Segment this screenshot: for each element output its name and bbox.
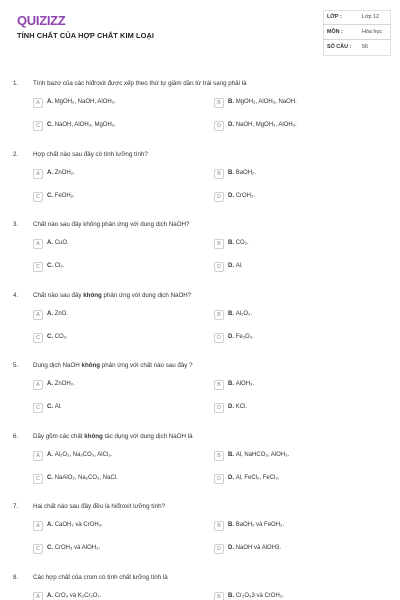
option-letter-label: D	[228, 122, 233, 128]
option-text	[228, 334, 254, 340]
option-text	[47, 452, 112, 458]
option-letter-dot: .	[51, 333, 55, 340]
option-text	[228, 263, 243, 269]
option-letter-dot: .	[232, 404, 236, 410]
option-letter-label: C	[47, 122, 52, 128]
option-text	[47, 170, 75, 176]
option-value: NaOH và AlOH3.	[235, 545, 282, 551]
option-value: CrO₃ và K₂Cr₂O₇.	[54, 592, 102, 599]
option-letter-label: B	[228, 522, 233, 528]
option-letter-badge: C	[33, 474, 43, 484]
option-value: Al, FeCl₂, FeCl₃.	[235, 474, 280, 481]
option-text	[228, 193, 255, 199]
option-letter-label: C	[47, 474, 52, 481]
option-value: ZnO.	[54, 310, 69, 317]
option-letter-badge: C	[33, 403, 43, 413]
option-letter-badge: A	[33, 98, 43, 108]
option-letter-label: A	[47, 169, 52, 176]
option-letter-badge: B	[214, 98, 224, 108]
option-value: CaOH₂ và CrOH₃.	[54, 522, 103, 528]
option-letter-dot: .	[232, 381, 236, 387]
option-letter-label: D	[228, 263, 233, 269]
option-value: CrOH₂.	[235, 192, 256, 199]
option-letter-label: B	[228, 240, 233, 246]
question-number: 2.	[13, 150, 19, 158]
option-value: Al₂O₃.	[235, 310, 253, 317]
option-letter-label: B	[228, 99, 233, 105]
option-letter-badge: B	[214, 521, 224, 531]
option-text	[228, 240, 249, 246]
option-text	[47, 404, 62, 410]
option-value: CO₂.	[235, 240, 249, 246]
option-letter-label: B	[228, 169, 233, 176]
question-text: Chất nào sau đây không phản ứng với dung dịch NaOH?	[33, 221, 190, 228]
option-value: MgOH₂, NaOH, AlOH₃.	[54, 99, 116, 105]
option-letter-label: C	[47, 192, 52, 199]
option-letter-badge: A	[33, 239, 43, 249]
question-text-part: phản ứng với dung dịch NaOH?	[101, 291, 192, 299]
option-letter-dot: .	[51, 99, 55, 105]
question-item	[0, 80, 400, 150]
option-letter-badge: D	[214, 333, 224, 343]
option-value: NaOH, AlOH₃, MgOH₂.	[54, 122, 116, 128]
option-text	[228, 381, 254, 387]
option-letter-label: D	[228, 192, 233, 199]
question-text-emphasis: không	[81, 362, 101, 369]
option-text	[47, 311, 68, 317]
option-letter-badge: B	[214, 380, 224, 390]
option-letter-dot: .	[51, 451, 55, 458]
question-text: Hợp chất nào sau đây có tính lưỡng tính?	[33, 150, 148, 158]
option-letter-label: B	[228, 592, 233, 599]
option-letter-dot: .	[51, 545, 55, 551]
option-value: ZnOH₂.	[54, 381, 75, 387]
option-letter-label: B	[228, 381, 233, 387]
option-letter-dot: .	[51, 522, 55, 528]
option-value: AlOH₃.	[235, 381, 255, 387]
option-text	[228, 311, 252, 317]
document-header	[0, 0, 400, 66]
meta-count	[323, 40, 391, 55]
option-letter-dot: .	[51, 310, 55, 317]
option-letter-label: C	[47, 333, 52, 340]
page-title: TÍNH CHẤT CỦA HỢP CHẤT KIM LOẠI	[17, 31, 155, 40]
option-value: Cl₂.	[54, 263, 65, 269]
option-letter-badge: A	[33, 169, 43, 179]
question-number: 4.	[13, 291, 19, 299]
option-letter-label: A	[47, 592, 52, 599]
option-text	[228, 475, 279, 481]
option-text	[47, 122, 116, 128]
option-text	[228, 404, 247, 410]
meta-label: SỐ CÂU :	[327, 44, 352, 50]
meta-value: 56	[362, 44, 368, 50]
question-item	[0, 433, 400, 503]
option-letter-label: A	[47, 99, 52, 105]
meta-class	[323, 10, 391, 25]
option-letter-label: D	[228, 474, 233, 481]
option-text	[47, 381, 75, 387]
question-number: 3.	[13, 221, 19, 228]
option-letter-badge: C	[33, 544, 43, 554]
question-text: Hai chất nào sau đây đều là hiđroxit lưỡng tính?	[33, 503, 166, 510]
option-letter-label: B	[228, 310, 233, 317]
option-letter-label: C	[47, 263, 52, 269]
option-text	[228, 545, 281, 551]
option-value: Al, NaHCO₃, AlOH₃.	[235, 451, 290, 458]
option-text	[47, 263, 64, 269]
option-letter-dot: .	[232, 474, 236, 481]
option-text	[228, 522, 284, 528]
option-letter-label: B	[228, 451, 233, 458]
option-letter-dot: .	[232, 192, 236, 199]
option-value: CrOH₃ và AlOH₃.	[54, 545, 101, 551]
question-text-part: phản ứng với chất nào sau đây ?	[100, 362, 193, 369]
option-text	[228, 122, 297, 128]
option-letter-dot: .	[51, 192, 55, 199]
option-letter-label: A	[47, 522, 52, 528]
option-value: NaAlO₂, Na₂CO₃, NaCl.	[54, 474, 118, 481]
question-number: 6.	[13, 432, 19, 440]
option-letter-badge: B	[214, 310, 224, 320]
question-text-emphasis: không	[84, 432, 103, 440]
option-letter-dot: .	[232, 122, 236, 128]
option-letter-badge: B	[214, 239, 224, 249]
option-text	[47, 545, 100, 551]
question-number: 8.	[13, 573, 19, 581]
option-letter-badge: B	[214, 169, 224, 179]
option-letter-dot: .	[232, 545, 236, 551]
option-letter-label: D	[228, 545, 233, 551]
question-text: Các hợp chất của crom có tính chất lưỡng tính là	[33, 573, 168, 581]
option-letter-dot: .	[51, 122, 55, 128]
question-item	[0, 362, 400, 432]
option-letter-badge: D	[214, 262, 224, 272]
option-text	[47, 240, 69, 246]
option-value: Al.	[235, 263, 243, 269]
question-text-part: Dãy gồm các chất	[33, 432, 85, 440]
option-text	[228, 452, 289, 458]
option-letter-label: C	[47, 545, 52, 551]
meta-value: Lớp 12	[362, 14, 380, 20]
meta-value: Hóa học	[362, 29, 383, 35]
option-letter-badge: D	[214, 121, 224, 131]
question-number: 5.	[13, 362, 19, 369]
option-text	[47, 593, 101, 599]
option-letter-badge: C	[33, 333, 43, 343]
question-text	[33, 433, 193, 440]
question-item	[0, 221, 400, 291]
question-text	[33, 292, 191, 299]
option-text	[47, 99, 116, 105]
question-text: Tính bazơ của các hiđroxit được xếp theo thứ tự giảm dần từ trái sang phải là	[33, 80, 247, 87]
option-letter-dot: .	[51, 474, 55, 481]
option-letter-label: D	[228, 404, 233, 410]
option-text	[47, 475, 118, 481]
meta-label: LỚP :	[327, 14, 342, 20]
option-letter-badge: C	[33, 192, 43, 202]
option-value: BaOH₂.	[235, 169, 257, 176]
option-value: KCl.	[235, 404, 248, 410]
question-item	[0, 151, 400, 221]
question-item	[0, 574, 400, 600]
option-value: MgOH₂, AlOH₃, NaOH.	[235, 99, 297, 105]
option-text	[228, 593, 284, 599]
option-value: FeOH₂.	[54, 192, 75, 199]
option-value: CuO.	[54, 240, 69, 246]
option-letter-badge: D	[214, 192, 224, 202]
option-letter-dot: .	[51, 381, 55, 387]
option-text	[47, 334, 68, 340]
question-item	[0, 292, 400, 362]
option-text	[228, 99, 297, 105]
meta-label: MÔN :	[327, 29, 343, 35]
option-letter-label: A	[47, 240, 52, 246]
option-letter-badge: D	[214, 474, 224, 484]
quizizz-logo: QUIZIZZ	[17, 13, 66, 28]
option-letter-dot: .	[232, 310, 236, 317]
option-letter-badge: C	[33, 121, 43, 131]
option-letter-dot: .	[232, 451, 236, 458]
option-letter-badge: B	[214, 592, 224, 600]
meta-subject	[323, 25, 391, 40]
option-letter-badge: D	[214, 544, 224, 554]
option-letter-dot: .	[51, 240, 55, 246]
question-text-part: Chất nào sau đây	[33, 291, 84, 299]
option-value: Fe₂O₃.	[235, 333, 254, 340]
question-number: 7.	[13, 503, 19, 510]
option-letter-badge: A	[33, 451, 43, 461]
question-text-part: Dung dịch NaOH	[33, 362, 82, 369]
option-letter-dot: .	[232, 333, 236, 340]
question-item	[0, 503, 400, 573]
option-letter-badge: D	[214, 403, 224, 413]
option-text	[47, 193, 75, 199]
option-letter-badge: B	[214, 451, 224, 461]
option-value: Cr₂O₃3 và CrOH₃.	[235, 592, 284, 599]
option-text	[47, 522, 103, 528]
option-letter-dot: .	[232, 99, 236, 105]
option-letter-dot: .	[51, 592, 55, 599]
option-value: CO₂.	[54, 333, 68, 340]
question-text	[33, 362, 193, 369]
option-letter-label: C	[47, 404, 52, 410]
option-letter-badge: A	[33, 380, 43, 390]
option-letter-badge: A	[33, 592, 43, 600]
option-letter-dot: .	[232, 240, 236, 246]
option-letter-dot: .	[232, 169, 236, 176]
option-letter-badge: A	[33, 521, 43, 531]
option-letter-dot: .	[51, 169, 55, 176]
option-letter-dot: .	[232, 592, 236, 599]
option-value: BaOH₂ và FeOH₃.	[235, 522, 285, 528]
option-value: NaOH, MgOH₂, AlOH₃.	[235, 122, 297, 128]
option-value: Al.	[54, 404, 62, 410]
option-letter-badge: A	[33, 310, 43, 320]
option-letter-badge: C	[33, 262, 43, 272]
question-number: 1.	[13, 80, 19, 87]
option-letter-label: D	[228, 333, 233, 340]
option-letter-label: A	[47, 310, 52, 317]
question-text-part: tác dụng với dung dịch NaOH là	[102, 432, 193, 440]
option-letter-label: A	[47, 451, 52, 458]
option-letter-dot: .	[51, 263, 55, 269]
option-letter-dot: .	[232, 522, 236, 528]
option-value: ZnOH₂.	[54, 169, 75, 176]
option-value: Al₂O₃, Na₂CO₃, AlCl₃.	[54, 451, 113, 458]
option-letter-dot: .	[232, 263, 236, 269]
question-text-emphasis: không	[83, 291, 102, 299]
option-letter-dot: .	[51, 404, 55, 410]
option-letter-label: A	[47, 381, 52, 387]
option-text	[228, 170, 256, 176]
